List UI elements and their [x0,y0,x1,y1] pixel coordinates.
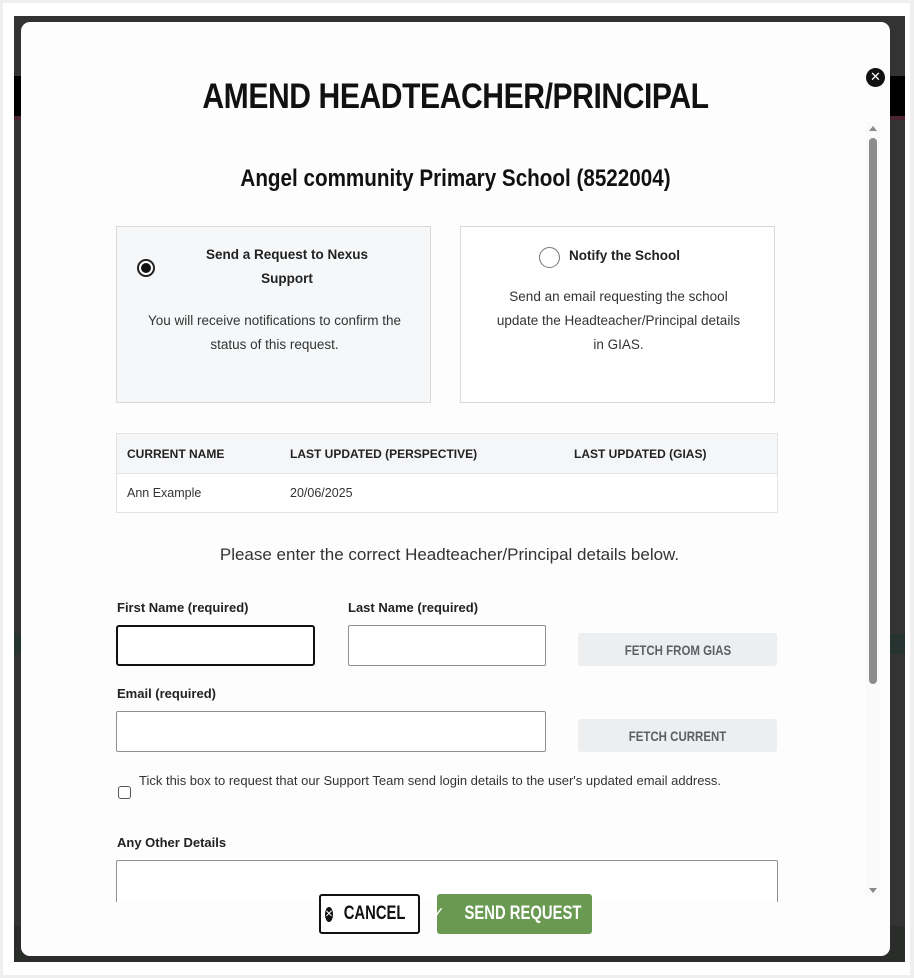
first-name-input[interactable] [116,625,315,666]
send-login-checkbox[interactable] [118,786,131,799]
option-notify-school[interactable] [460,226,775,403]
fetch-from-gias-button[interactable] [578,633,777,666]
scroll-down-arrow-icon[interactable] [869,888,877,893]
checkmark-icon: ✓ [430,904,446,924]
send-request-button[interactable] [430,894,592,934]
last-name-label: Last Name (required) [348,600,479,615]
current-details-table [116,433,778,513]
other-details-label: Any Other Details [117,835,227,850]
cancel-label: CANCEL [343,903,406,924]
amend-headteacher-modal [21,22,890,956]
radio-send-request-nexus[interactable] [137,259,155,277]
cell-last-updated-perspective: 20/06/2025 [280,474,564,513]
column-header-last-updated-perspective: LAST UPDATED (PERSPECTIVE) [280,434,564,474]
option-title: Send a Request to Nexus Support [205,247,369,286]
last-name-input[interactable] [348,625,546,666]
cell-current-name: Ann Example [117,474,281,513]
option-description: You will receive notifications to confirm the status of this request. [147,313,402,352]
cancel-button[interactable] [319,894,420,934]
send-login-checkbox-label[interactable]: Tick this box to request that our Support Team send login details to the user's updated email address. [139,773,722,788]
option-description: Send an email requesting the school update the Headteacher/Principal details in GIAS. [496,289,741,352]
cancel-circle-icon: ✕ [324,908,334,920]
radio-notify-school[interactable] [539,247,560,268]
fetch-from-gias-label: FETCH FROM GIAS [624,641,731,658]
send-request-label: SEND REQUEST [464,903,582,924]
cell-last-updated-gias [564,474,778,513]
form-instruction: Please enter the correct Headteacher/Principal details below. [219,545,680,564]
option-send-request-nexus[interactable] [116,226,431,403]
email-input[interactable] [116,711,546,752]
scrollbar-thumb[interactable] [869,138,877,684]
table-row [117,474,778,513]
option-title: Notify the School [569,248,680,263]
modal-title: AMEND HEADTEACHER/PRINCIPAL [202,77,709,116]
modal-scroll-area[interactable] [21,122,890,902]
modal-scrollbar[interactable] [866,122,880,897]
column-header-current-name: CURRENT NAME [117,434,281,474]
table-header-row [117,434,778,474]
email-label: Email (required) [117,686,216,701]
fetch-current-label: FETCH CURRENT [628,727,727,744]
first-name-label: First Name (required) [117,600,249,615]
close-icon[interactable]: ✕ [866,68,885,87]
fetch-current-button[interactable] [578,719,777,752]
school-heading: Angel community Primary School (8522004) [240,165,671,192]
scroll-up-arrow-icon[interactable] [869,126,877,131]
column-header-last-updated-gias: LAST UPDATED (GIAS) [564,434,778,474]
